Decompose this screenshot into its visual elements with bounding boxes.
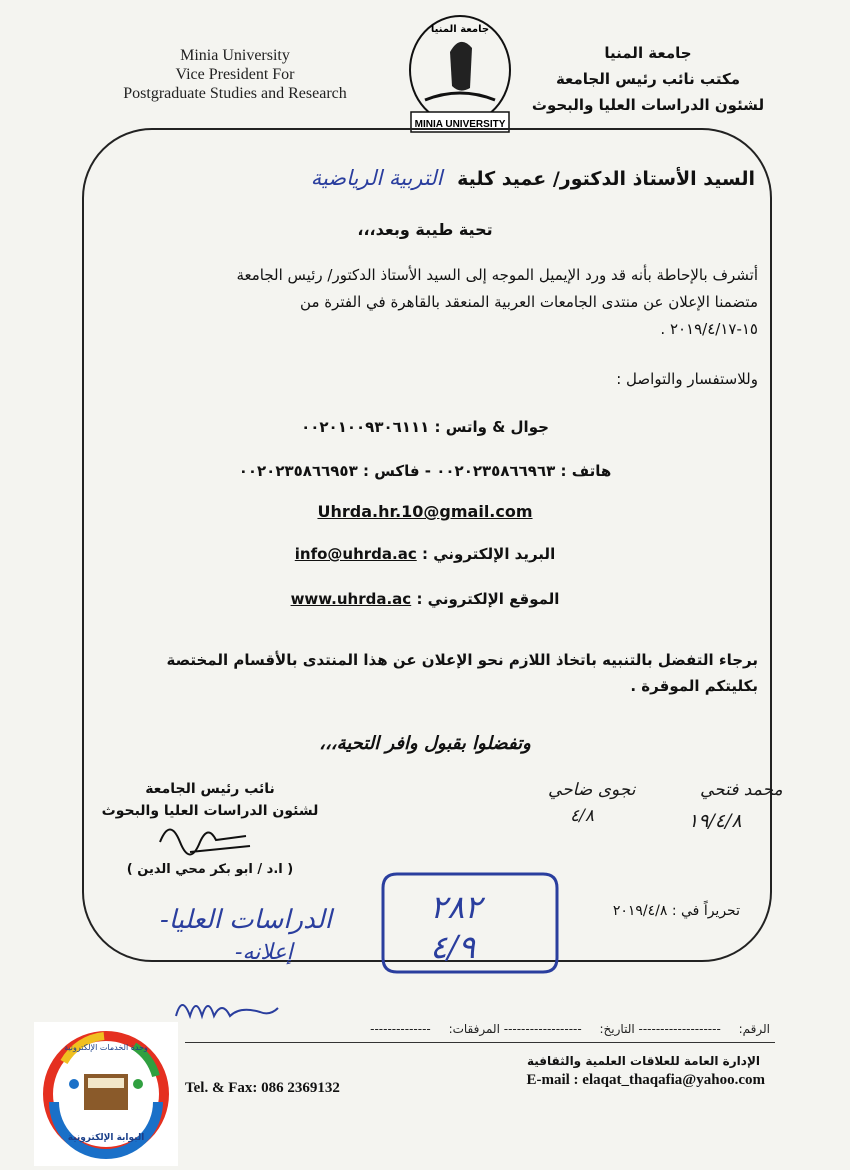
email-label: البريد الإلكتروني : [421,545,556,563]
header-en-line-2: Vice President For [175,66,295,83]
email-link[interactable]: info@uhrda.ac [294,545,417,563]
signature-title-line-2: لشئون الدراسات العليا والبحوث [101,803,319,819]
salutation [311,166,755,190]
e-services-badge-graphic [34,1022,178,1166]
e-services-badge [34,1022,178,1166]
request-paragraph [158,647,758,699]
stamp-sub: ٤/٩ [430,928,476,966]
handwritten-dept-note-2: -إعلانه [235,940,293,965]
email-plain[interactable]: Uhrda.hr.10@gmail.com [317,502,533,521]
header-en-line-3: Postgraduate Studies and Research [123,85,347,102]
handwritten-note-2: محمد فتحي [700,780,783,800]
footer-email[interactable]: E-mail : elaqat_thaqafia@yahoo.com [526,1072,765,1088]
footer-attach-label: المرفقات: [448,1022,500,1036]
header-ar-line-1: جامعة المنيا [604,44,692,62]
stamp-number: ٢٨٢ [430,888,482,926]
issue-date-label: تحريراً في : [671,903,740,919]
university-logo [405,12,515,136]
signature-title-line-1: نائب رئيس الجامعة [145,781,275,797]
footer-ref-label: الرقم: [738,1022,770,1036]
greeting: تحية طيبة وبعد،،، [357,220,493,239]
header-ar-line-2: مكتب نائب رئيس الجامعة [555,70,741,88]
body-line-1: أتشرف بالإحاطة بأنه قد ورد الإيميل الموجه إلى السيد الأستاذ الدكتور/ رئيس الجامعة [236,266,758,284]
logo-text-bottom: MINIA UNIVERSITY [414,119,506,130]
salutation-handwritten: التربية الرياضية [310,166,443,190]
website-link[interactable]: www.uhrda.ac [290,590,412,608]
badge-text-top: وحدة الخدمات الإلكترونية [64,1043,148,1052]
issue-date-value: ٢٠١٩/٤/٨ [612,903,668,919]
handwritten-dept-note-1: -الدراسات العليا [160,905,332,935]
phone-fax-line: هاتف : ٠٠٢٠٢٣٥٨٦٦٩٦٣ - فاكس : ٠٠٢٠٢٣٥٨٦٦٩٥٣ [238,462,612,480]
body-line-3: ١٥-٢٠١٩/٤/١٧ . [660,320,758,338]
logo-text-top: جامعة المنيا [430,24,490,35]
signature-name: ( ا.د / ابو بكر محي الدين ) [126,862,294,877]
request-line-1: برجاء التفضل بالتنبيه باتخاذ اللازم نحو الإعلان عن هذا المنتدى بالأقسام المختصة [166,651,758,669]
body-paragraph [158,262,758,343]
footer-date-label: التاريخ: [599,1022,635,1036]
footer-divider [185,1042,775,1043]
closing: وتفضلوا بقبول وافر التحية،،، [319,733,531,754]
website-label: الموقع الإلكتروني : [416,590,560,608]
issue-date [613,903,740,919]
website-row [0,590,850,608]
body-line-2: متضمنا الإعلان عن منتدى الجامعات العربية المنعقد بالقاهرة في الفترة من [300,293,758,311]
footer-tel-fax: Tel. & Fax: 086 2369132 [185,1080,340,1096]
mobile-line: جوال & واتس : ٠٠٢٠١٠٠٩٣٠٦١١١ [301,418,549,436]
email-row [0,545,850,563]
inquiry-label: وللاستفسار والتواصل : [616,370,758,388]
request-line-2: بكليتكم الموقرة . [630,677,758,695]
badge-text-bottom: البوابة الإلكترونية [67,1133,145,1143]
header-english [70,46,400,103]
handwritten-note-2-date: ١٩/٤/٨ [688,810,742,832]
footer-department: الإدارة العامة للعلاقات العلمية والثقافية [526,1054,760,1068]
signature-scribble [150,812,270,862]
handwritten-note-1-date: ٤/٨ [570,806,594,826]
footer-fields: الرقم: ------------------- التاريخ: ------------------ المرفقات: -------------- [370,1022,770,1036]
handwritten-note-1: نجوى ضاحي [548,780,636,800]
header-en-line-1: Minia University [180,47,290,64]
salutation-text: السيد الأستاذ الدكتور/ عميد كلية [457,168,755,190]
header-ar-line-3: لشئون الدراسات العليا والبحوث [531,96,765,114]
header-arabic [518,40,778,118]
